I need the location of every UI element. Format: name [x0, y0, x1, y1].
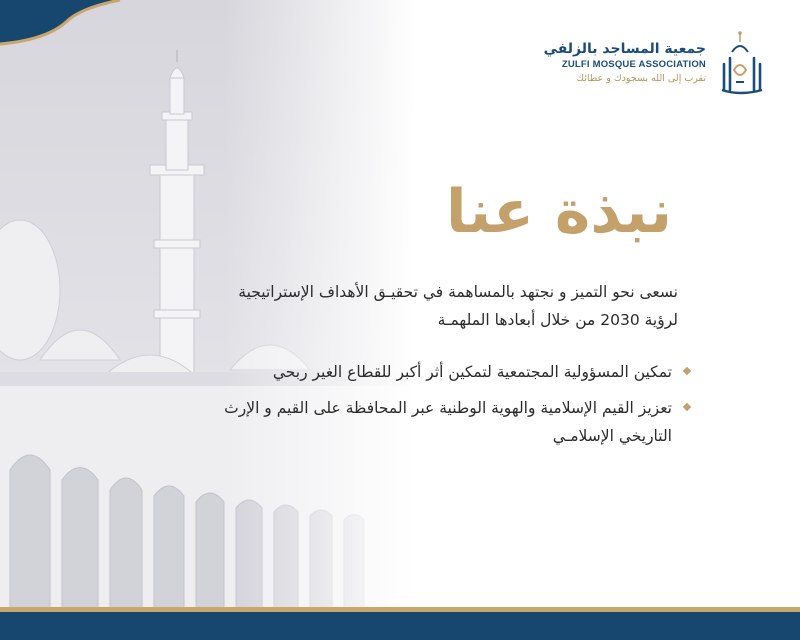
intro-paragraph: نسعى نحو التميز و نجتهد بالمساهمة في تحقيـق الأهداف الإستراتيجية لرؤية 2030 من خلال أبعادها الملهمـة [238, 283, 678, 329]
diamond-bullet-icon [683, 367, 691, 375]
page-title: نبذة عنا [446, 177, 672, 247]
bullet-text: تعزيز القيم الإسلامية والهوية الوطنية عبر المحافظة على القيم و الإرث التاريخي الإسلامـي [224, 399, 672, 445]
list-item [190, 358, 690, 386]
corner-frame-decoration [0, 0, 130, 60]
list-item [190, 394, 690, 450]
bullet-list [190, 358, 690, 458]
logo-name-english: ZULFI MOSQUE ASSOCIATION [561, 59, 706, 70]
footer-navy-bar [0, 612, 800, 640]
logo-tagline: تقرب إلى الله بسجودك و عطائك [576, 73, 706, 84]
logo-name-arabic: جمعية المساجد بالزلفي [543, 41, 706, 57]
diamond-bullet-icon [683, 403, 691, 411]
mosque-calligraphy-icon [714, 30, 766, 96]
association-logo [544, 30, 766, 96]
bullet-text: تمكين المسؤولية المجتمعية لتمكين أثر أكبر للقطاع الغير ربحي [272, 363, 672, 381]
